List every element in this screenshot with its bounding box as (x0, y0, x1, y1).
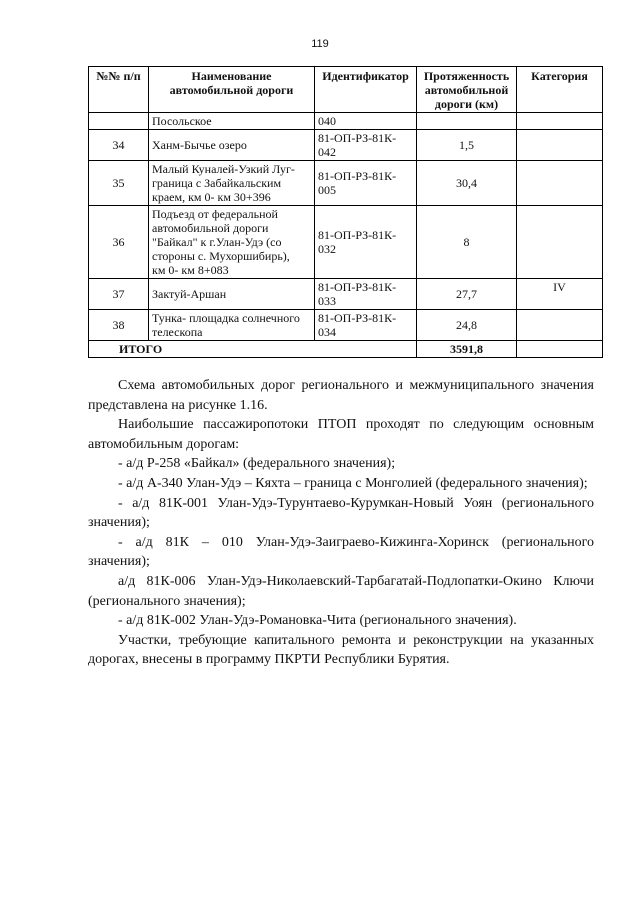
cell-category (517, 161, 603, 206)
paragraph: Схема автомобильных дорог регионального и межмуниципального значения представлена на рисунке 1.16. (88, 378, 594, 413)
cell-line: 81-ОП-РЗ-81К- (318, 311, 397, 325)
cell-length: 1,5 (417, 130, 517, 161)
cell-num: 38 (89, 310, 149, 341)
paragraph: - а/д Р-258 «Байкал» (федерального значения); (118, 456, 396, 472)
total-value: 3591,8 (417, 341, 517, 358)
header-id: Идентификатор (315, 67, 417, 113)
table-row (89, 206, 603, 279)
roads-table (88, 66, 603, 358)
cell-line: 042 (318, 145, 336, 159)
table-row (89, 310, 603, 341)
cell-length: 8 (417, 206, 517, 279)
cell-category (517, 310, 603, 341)
cell-length (417, 113, 517, 130)
header-length-line: Протяженность (423, 69, 510, 83)
cell-line: 81-ОП-РЗ-81К- (318, 280, 397, 294)
cell-name (149, 310, 315, 341)
table-row (89, 113, 603, 130)
cell-line: 81-ОП-РЗ-81К- (318, 228, 397, 242)
cell-line: 81-ОП-РЗ-81К- (318, 169, 397, 183)
paragraph: - а/д 81К – 010 Улан-Удэ-Заиграево-Кижинга-Хоринск (регионального значения); (88, 534, 594, 570)
cell-line: Зактуй-Аршан (152, 287, 227, 301)
total-category (517, 341, 603, 358)
cell-id (315, 130, 417, 161)
cell-category (517, 113, 603, 130)
paragraph: а/д 81К-006 Улан-Удэ-Николаевский-Тарбагатай-Подлопатки-Окино Ключи (регионального значения); (88, 573, 594, 609)
cell-num: 36 (89, 206, 149, 279)
cell-id (315, 279, 417, 310)
cell-line: Посольское (152, 114, 212, 128)
cell-name (149, 130, 315, 161)
cell-line: телескопа (152, 325, 203, 339)
cell-line: 034 (318, 325, 336, 339)
cell-line: 81-ОП-РЗ-81К- (318, 131, 397, 145)
cell-line: Ханм-Бычье озеро (152, 138, 247, 152)
cell-num (89, 113, 149, 130)
table-row (89, 279, 603, 310)
cell-id (315, 113, 417, 130)
page-number: 119 (311, 38, 329, 50)
cell-num: 34 (89, 130, 149, 161)
header-name (149, 67, 315, 113)
cell-category (517, 130, 603, 161)
header-name-line: Наименование (191, 69, 272, 83)
header-length (417, 67, 517, 113)
header-name-line: автомобильной дороги (169, 83, 294, 97)
cell-category (517, 206, 603, 279)
body-text (88, 376, 594, 670)
table-row (89, 161, 603, 206)
cell-line: автомобильной дороги (152, 221, 269, 235)
cell-num: 37 (89, 279, 149, 310)
cell-name (149, 206, 315, 279)
header-category: Категория (517, 67, 603, 113)
header-length-line: дороги (км) (434, 97, 499, 111)
cell-id (315, 161, 417, 206)
cell-line: 032 (318, 242, 336, 256)
cell-line: краем, км 0- км 30+396 (152, 190, 271, 204)
cell-category: IV (517, 279, 603, 310)
cell-line: "Байкал" к г.Улан-Удэ (со (152, 235, 282, 249)
cell-line: граница с Забайкальским (152, 176, 282, 190)
header-num: №№ п/п (89, 67, 149, 113)
cell-name (149, 279, 315, 310)
cell-line: 005 (318, 183, 336, 197)
cell-num: 35 (89, 161, 149, 206)
total-label: ИТОГО (89, 341, 417, 358)
cell-length: 30,4 (417, 161, 517, 206)
cell-name (149, 161, 315, 206)
paragraph: Участки, требующие капитального ремонта и реконструкции на указанных дорогах, внесены в программу ПКРТИ Республики Бурятия. (88, 632, 594, 668)
table-row (89, 130, 603, 161)
paragraph: - а/д 81К-002 Улан-Удэ-Романовка-Чита (регионального значения). (118, 613, 517, 629)
cell-line: км 0- км 8+083 (152, 263, 229, 277)
table-header-row (89, 67, 603, 113)
cell-line: стороны с. Мухоршибирь), (152, 249, 290, 263)
cell-line: 040 (318, 114, 336, 128)
cell-id (315, 206, 417, 279)
cell-name (149, 113, 315, 130)
paragraph: Наибольшие пассажиропотоки ПТОП проходят по следующим основным автомобильным дорогам: (88, 417, 594, 452)
paragraph: - а/д А-340 Улан-Удэ – Кяхта – граница с Монголией (федерального значения); (118, 475, 588, 491)
cell-id (315, 310, 417, 341)
cell-length: 24,8 (417, 310, 517, 341)
cell-line: Малый Куналей-Узкий Луг- (152, 162, 295, 176)
table-total-row (89, 341, 603, 358)
cell-line: Подъезд от федеральной (152, 207, 278, 221)
cell-line: 033 (318, 294, 336, 308)
paragraph: - а/д 81К-001 Улан-Удэ-Турунтаево-Курумкан-Новый Уоян (регионального значения); (88, 495, 594, 531)
header-length-line: автомобильной (424, 83, 509, 97)
cell-line: Тунка- площадка солнечного (152, 311, 300, 325)
cell-length: 27,7 (417, 279, 517, 310)
